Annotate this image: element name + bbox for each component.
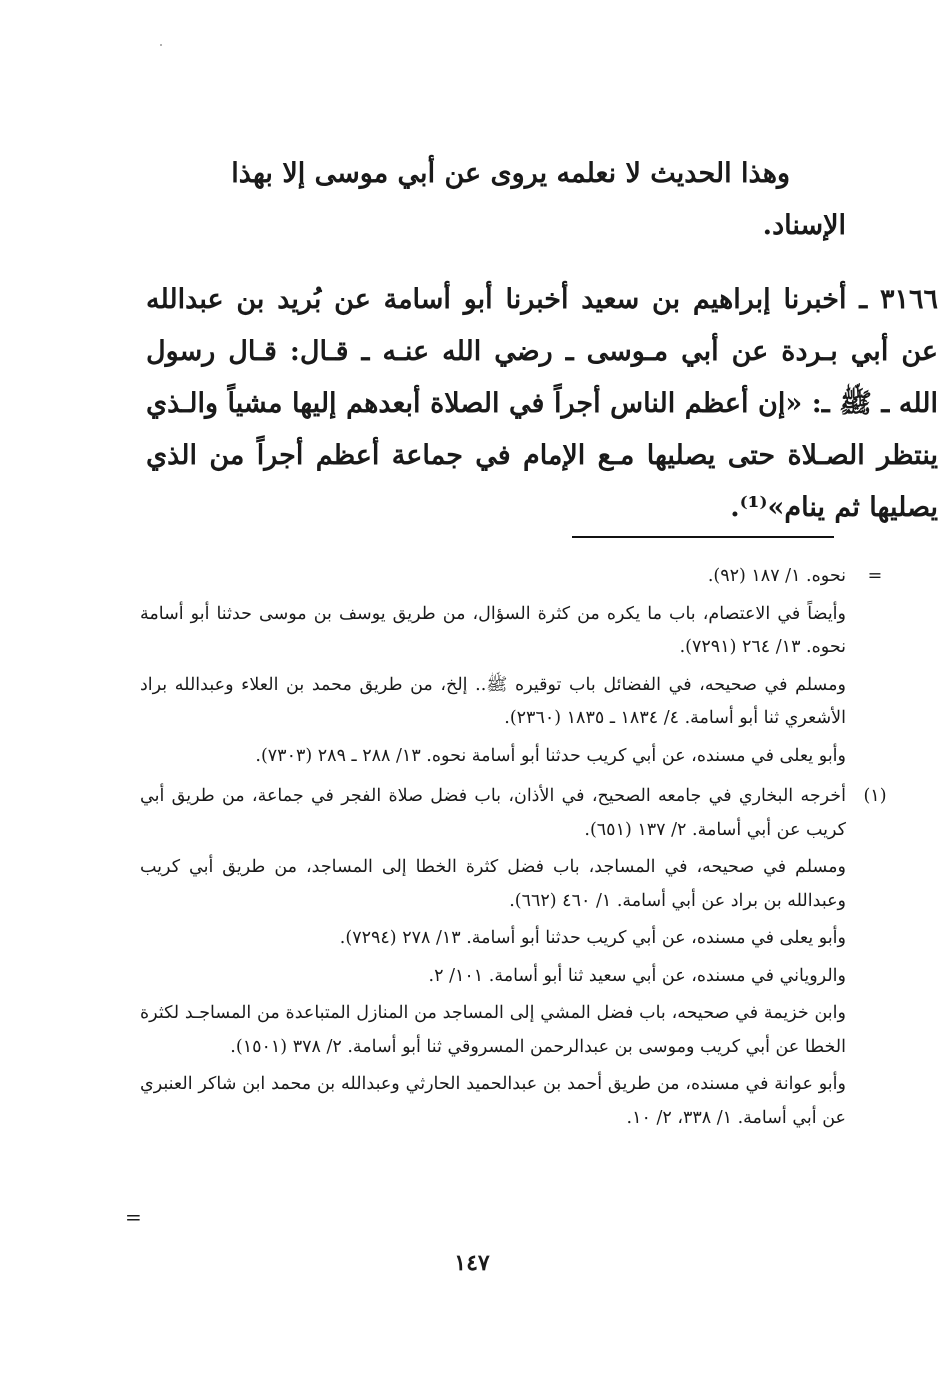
continued-item: وأيضاً في الاعتصام، باب ما يكره من كثرة السؤال، من طريق يوسف بن موسى حدثنا أبو أسامة نحوه. ١٣/ ٢٦٤ (٧٢٩١). [140, 603, 846, 657]
footnote-1-item: وأبو عوانة في مسنده، من طريق أحمد بن عبدالحميد الحارثي وعبدالله بن محمد ابن شاكر العنبري عن أبي أسامة. ١/ ٣٣٨، ٢/ ١٠. [140, 1074, 846, 1128]
footnote-1-item: وأبو يعلى في مسنده، عن أبي كريب حدثنا أبو أسامة. ١٣/ ٢٧٨ (٧٢٩٤). [339, 928, 846, 948]
page-speck [160, 44, 162, 46]
hadith-number: ٣١٦٦ [879, 284, 938, 315]
closing-line-2: الإسناد. [762, 210, 846, 241]
closing-paragraph [146, 148, 846, 252]
closing-line-1: وهذا الحديث لا نعلمه يروى عن أبي موسى إلا بهذا [231, 158, 790, 189]
footnote-1-item: أخرجه البخاري في جامعه الصحيح، في الأذان، باب فضل صلاة الفجر في جماعة، من طريق أبي كريب عن أبي أسامة. ٢/ ١٣٧ (٦٥١). [140, 786, 846, 840]
hadith-text: ـ أخبرنا إبراهيم بن سعيد أخبرنا أبو أسامة عن بُريد بن عبدالله عن أبي بـردة عن أبي مـوسى ـ رضي الله عنـه ـ قـال: قـال رسول الله ـ ﷺ ـ: «إن أعظم الناس أجراً في الصلاة أبعدهم إليها مشياً والـذي ينتظر الصـلاة حتى يصليها مـع الإمام في جماعة أعظم أجراً من الذي يصليها ثم ينام»⁽¹⁾. [146, 284, 938, 523]
continued-footnote [140, 560, 883, 773]
continued-item: وأبو يعلى في مسنده، عن أبي كريب حدثنا أبو أسامة نحوه. ١٣/ ٢٨٨ ـ ٢٨٩ (٧٣٠٣). [255, 745, 846, 766]
footnote-divider [572, 536, 834, 538]
footnote-1-item: وابن خزيمة في صحيحه، باب فضل المشي إلى المساجد من المنازل المتباعدة من المساجـد لكثرة الخطا عن أبي كريب وموسى بن عبدالرحمن المسروقي ثنا أبو أسامة. ٢/ ٣٧٨ (١٥٠١). [140, 1003, 846, 1057]
main-text [146, 148, 938, 534]
page-number: ١٤٧ [454, 1250, 490, 1276]
continuation-mark: = [867, 566, 883, 586]
footnote-1-item: ومسلم في صحيحه، في المساجد، باب فضل كثرة الخطا إلى المساجد، من طريق أبي كريب وعبدالله بن براد عن أبي أسامة. ١/ ٤٦٠ (٦٦٢). [140, 857, 846, 911]
footnote-end-mark: = [125, 1205, 142, 1229]
continued-item: نحوه. ١/ ١٨٧ (٩٢). [707, 566, 846, 586]
footnote-1-item: والروياني في مسنده، عن أبي سعيد ثنا أبو أسامة. ١٠١/ ٢. [428, 965, 846, 986]
footnote-1 [140, 780, 887, 1135]
hadith-paragraph [146, 274, 938, 534]
continued-item: ومسلم في صحيحه، في الفضائل باب توقيره ﷺ.. إلخ، من طريق محمد بن العلاء وعبدالله براد الأشعري ثنا أبو أسامة. ٤/ ١٨٣٤ ـ ١٨٣٥ (٢٣٦٠). [140, 674, 846, 728]
footnotes [140, 560, 887, 1142]
footnote-1-marker: (١) [863, 786, 887, 806]
